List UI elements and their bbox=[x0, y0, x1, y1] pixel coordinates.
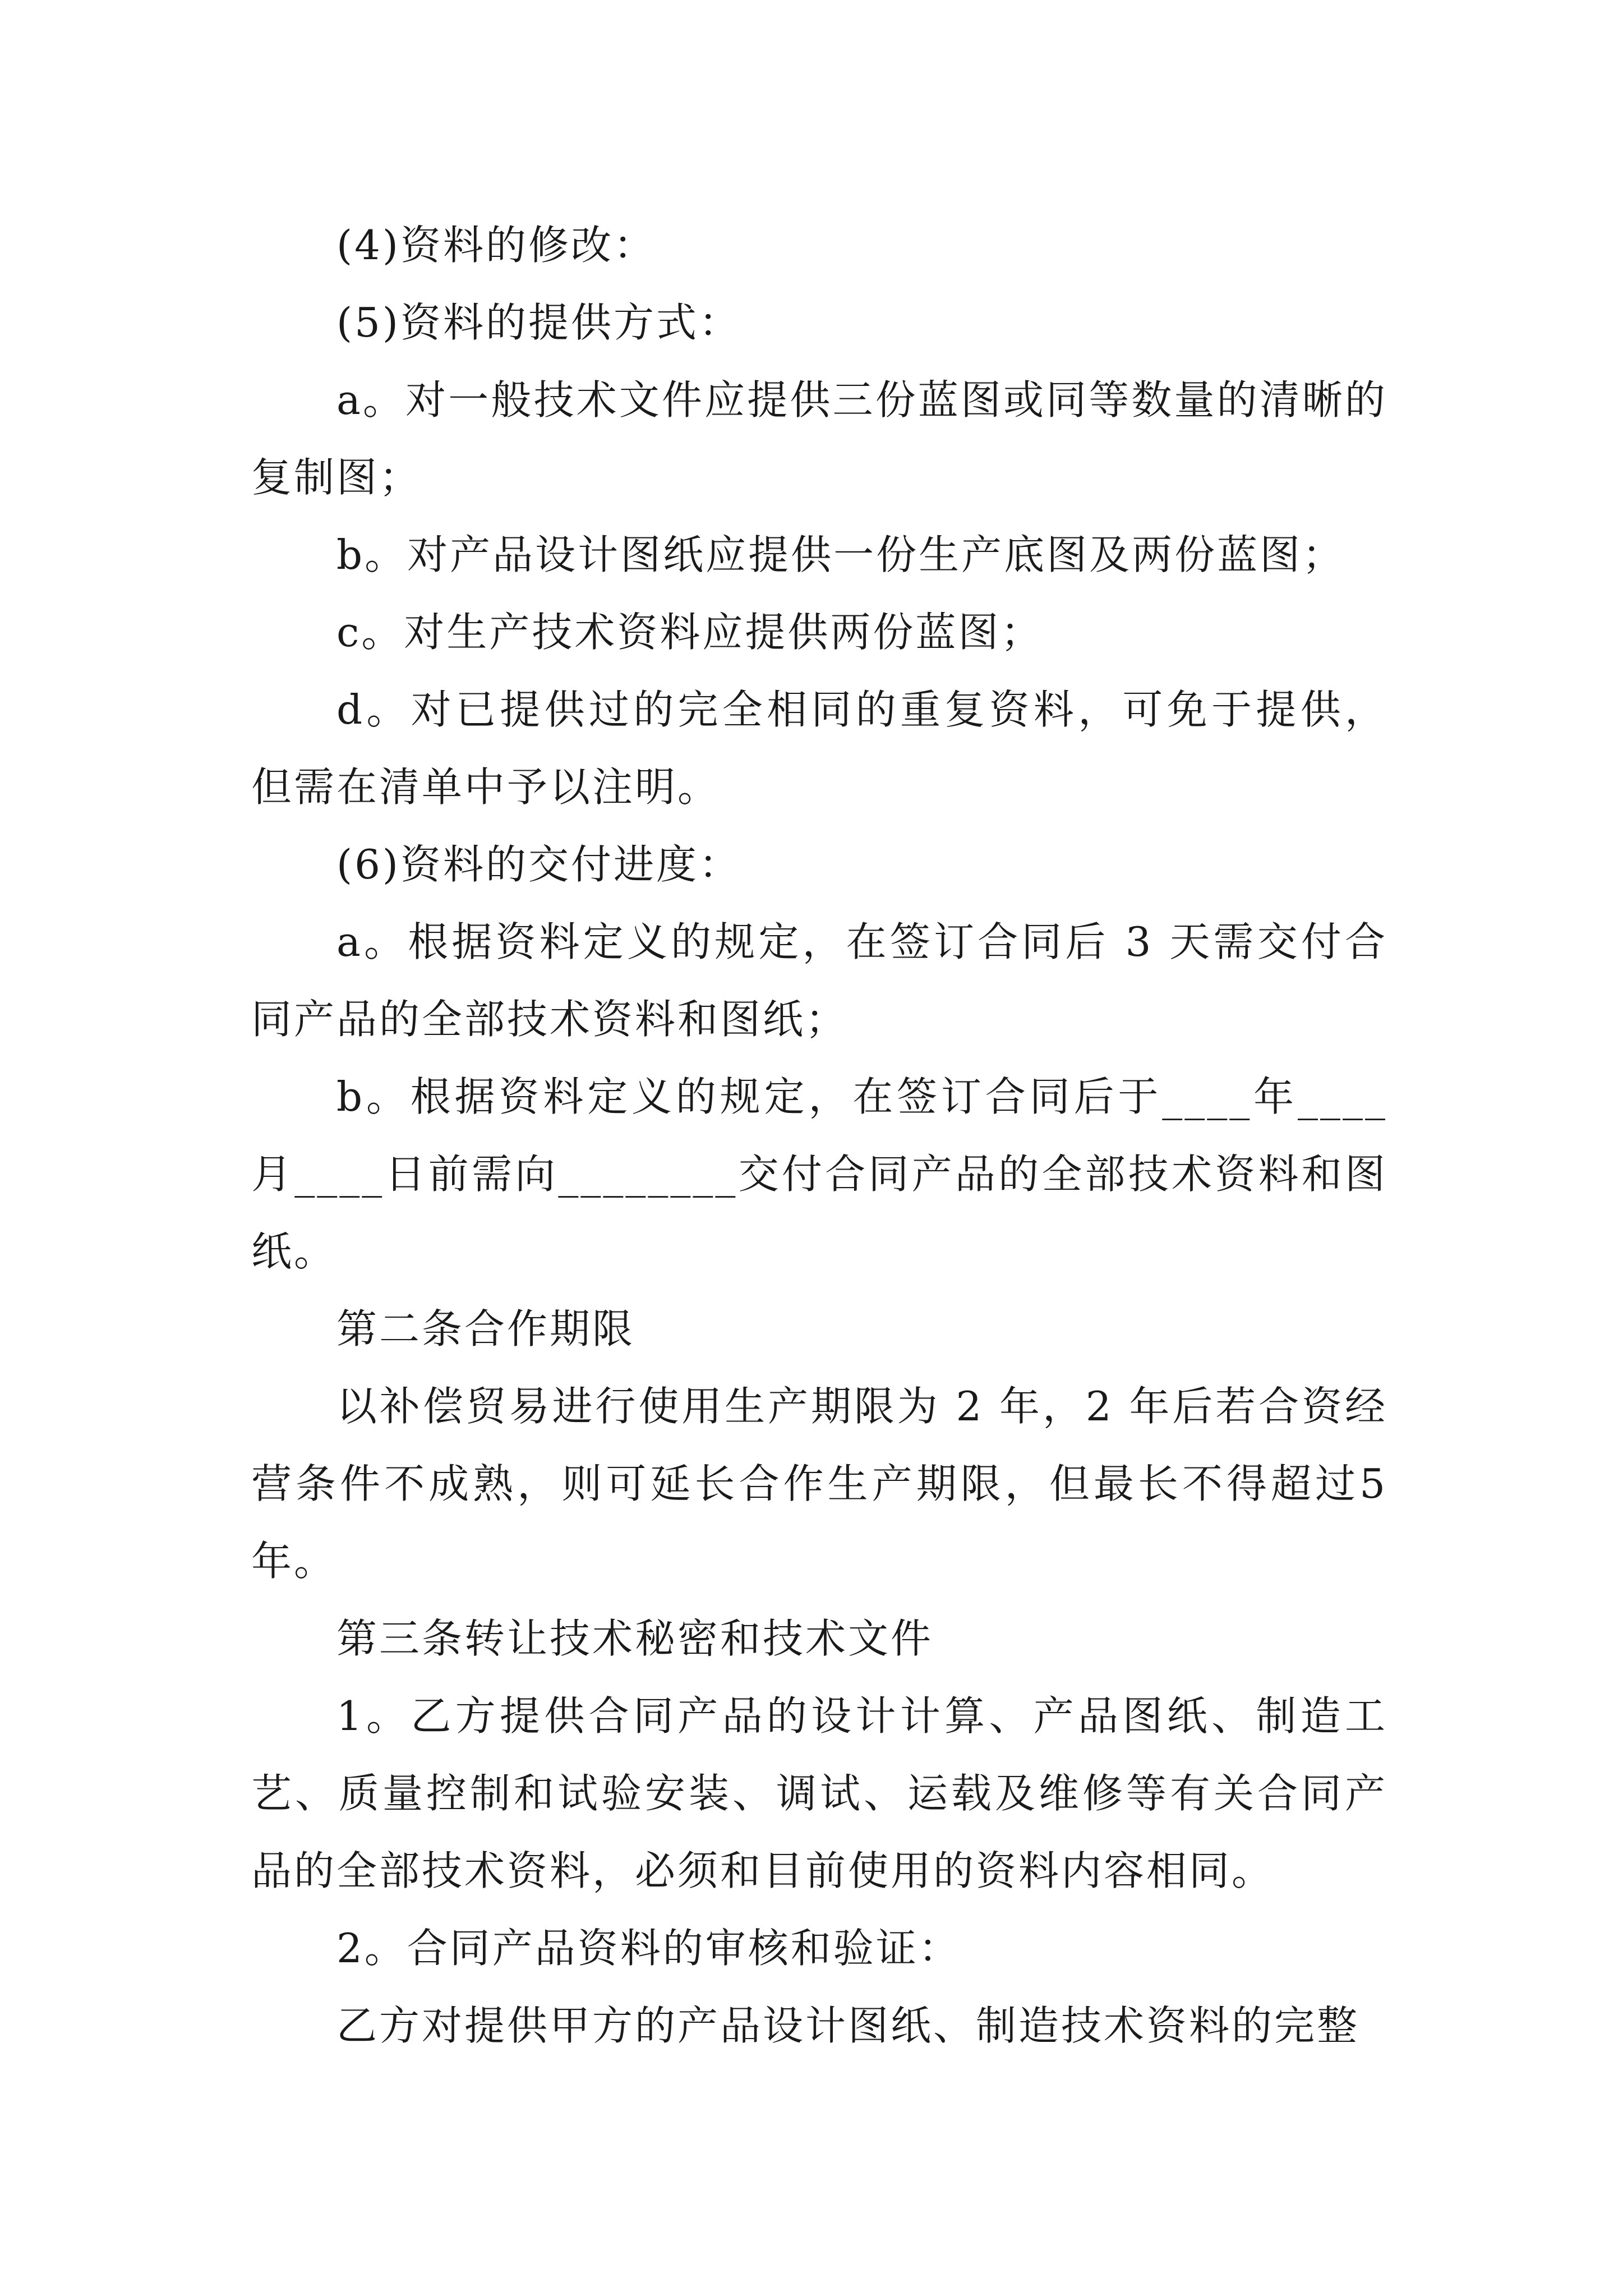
paragraph-5a: a。对一般技术文件应提供三份蓝图或同等数量的清晰的复制图； bbox=[251, 376, 1387, 501]
paragraph-6a: a。根据资料定义的规定，在签订合同后 3 天需交付合同产品的全部技术资料和图纸； bbox=[251, 918, 1387, 1043]
paragraph-6b: b。根据资料定义的规定，在签订合同后于____年____月____日前需向________交付合同产品的全部技术资料和图纸。 bbox=[251, 1073, 1387, 1275]
article-2-heading: 第二条合作期限 bbox=[336, 1305, 635, 1352]
paragraph-5b: b。对产品设计图纸应提供一份生产底图及两份蓝图； bbox=[336, 531, 1345, 578]
paragraph-5d: d。对已提供过的完全相同的重复资料，可免于提供，但需在清单中予以注明。 bbox=[251, 686, 1387, 811]
document-body bbox=[251, 206, 1387, 2064]
article-3-item-1: 1。乙方提供合同产品的设计计算、产品图纸、制造工艺、质量控制和试验安装、调试、运载及维修等有关合同产品的全部技术资料，必须和目前使用的资料内容相同。 bbox=[251, 1692, 1387, 1894]
paragraph-item-4-modification: (4)资料的修改： bbox=[336, 222, 656, 269]
article-2-body: 以补偿贸易进行使用生产期限为 2 年，2 年后若合资经营条件不成熟，则可延长合作生产期限，但最长不得超过5年。 bbox=[251, 1383, 1387, 1585]
paragraph-5c: c。对生产技术资料应提供两份蓝图； bbox=[336, 609, 1044, 656]
article-3-item-2-body: 乙方对提供甲方的产品设计图纸、制造技术资料的完整 bbox=[336, 2002, 1360, 2049]
paragraph-item-6-delivery-schedule: (6)资料的交付进度： bbox=[336, 841, 741, 888]
article-3-item-2: 2。合同产品资料的审核和验证： bbox=[336, 1925, 961, 1972]
paragraph-item-5-provision-method: (5)资料的提供方式： bbox=[336, 299, 741, 346]
article-3-heading: 第三条转让技术秘密和技术文件 bbox=[336, 1615, 934, 1662]
